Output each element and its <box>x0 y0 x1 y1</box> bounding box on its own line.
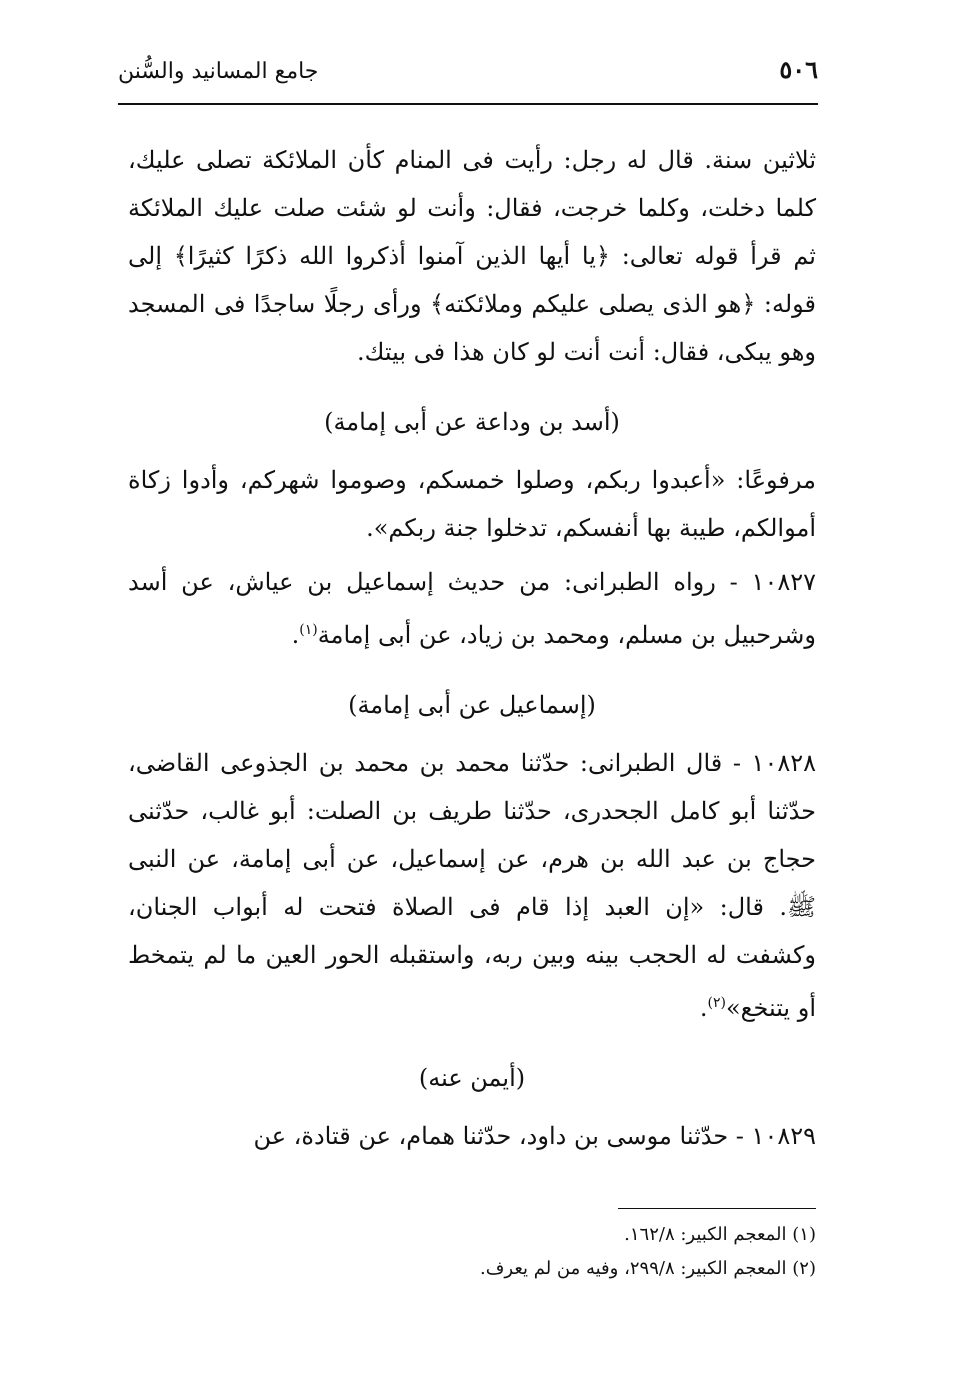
hadith-10827: ١٠٨٢٧ - رواه الطبرانى: من حديث إسماعيل بن عياش، عن أسد وشرحبيل بن مسلم، ومحمد بن زياد، عن أبى إمامة$^{(١)}$. <box>128 568 816 649</box>
footnotes <box>300 1218 816 1286</box>
paragraph-1: ثلاثين سنة. قال له رجل: رأيت فى المنام كأن الملائكة تصلى عليك، كلما دخلت، وكلما خرجت، فقال: وأنت لو شئت صلت عليك الملائكة ثم قرأ قوله تعالى: ﴿يا أيها الذين آمنوا أذكروا الله ذكرًا كثيرًا﴾ إلى قوله: ﴿هو الذى يصلى عليكم وملائكته﴾ ورأى رجلًا ساجدًا فى المسجد وهو يبكى، فقال: أنت أنت لو كان هذا فى بيتك. <box>128 146 816 366</box>
main-text <box>128 136 816 1160</box>
footnote-ref-2: (٢) <box>707 995 726 1011</box>
footnote-ref-1: (١) <box>299 622 318 638</box>
hadith-10829: ١٠٨٢٩ - حدّثنا موسى بن داود، حدّثنا همام، عن قتادة، عن <box>253 1122 816 1150</box>
section-heading-ayman: (أيمن عنه) <box>418 1064 526 1092</box>
footnote-2: (٢) المعجم الكبير: ٢٩٩/٨، وفيه من لم يعرف. <box>480 1258 816 1279</box>
footnote-rule <box>618 1208 816 1209</box>
paragraph-2: مرفوعًا: «أعبدوا ربكم، وصلوا خمسكم، وصوموا شهركم، وأدوا زكاة أموالكم، طيبة بها أنفسكم، تدخلوا جنة ربكم». <box>128 466 816 542</box>
hadith-10828: ١٠٨٢٨ - قال الطبرانى: حدّثنا محمد بن محمد بن الجذوعى القاضى، حدّثنا أبو كامل الجحدرى، حدّثنا طريف بن الصلت: أبو غالب، حدّثنى حجاج بن عبد الله بن هرم، عن إسماعيل، عن أبى إمامة، عن النبى ﷺ. قال: «إن العبد إذا قام فى الصلاة فتحت له أبواب الجنان، وكشفت له الحجب بينه وبين ربه، واستقبله الحور العين ما لم يتمخط أو يتنخع»$^{(٢)}$. <box>128 749 816 1022</box>
footnote-1: (١) المعجم الكبير: ١٦٢/٨. <box>624 1224 816 1245</box>
hadith-10828-text: ١٠٨٢٨ - قال الطبرانى: حدّثنا محمد بن محمد بن الجذوعى القاضى، حدّثنا أبو كامل الجحدرى، حدّثنا طريف بن الصلت: أبو غالب، حدّثنى حجاج بن عبد الله بن هرم، عن إسماعيل، عن أبى إمامة، عن النبى ﷺ. قال: «إن العبد إذا قام فى الصلاة فتحت له أبواب الجنان، وكشفت له الحجب بينه وبين ربه، واستقبله الحور العين ما لم يتمخط أو يتنخع» <box>128 749 816 1022</box>
section-heading-ismail: (إسماعيل عن أبى إمامة) <box>348 691 596 719</box>
section-heading-asad: (أسد بن وداعة عن أبى إمامة) <box>324 408 620 436</box>
header-rule <box>118 103 818 105</box>
hadith-10827-text: ١٠٨٢٧ - رواه الطبرانى: من حديث إسماعيل بن عياش، عن أسد وشرحبيل بن مسلم، ومحمد بن زياد، عن أبى إمامة <box>128 568 816 649</box>
page-number: ٥٠٦ <box>779 55 818 84</box>
running-title: جامع المسانيد والسُّنن <box>118 59 319 84</box>
running-header <box>118 55 818 95</box>
